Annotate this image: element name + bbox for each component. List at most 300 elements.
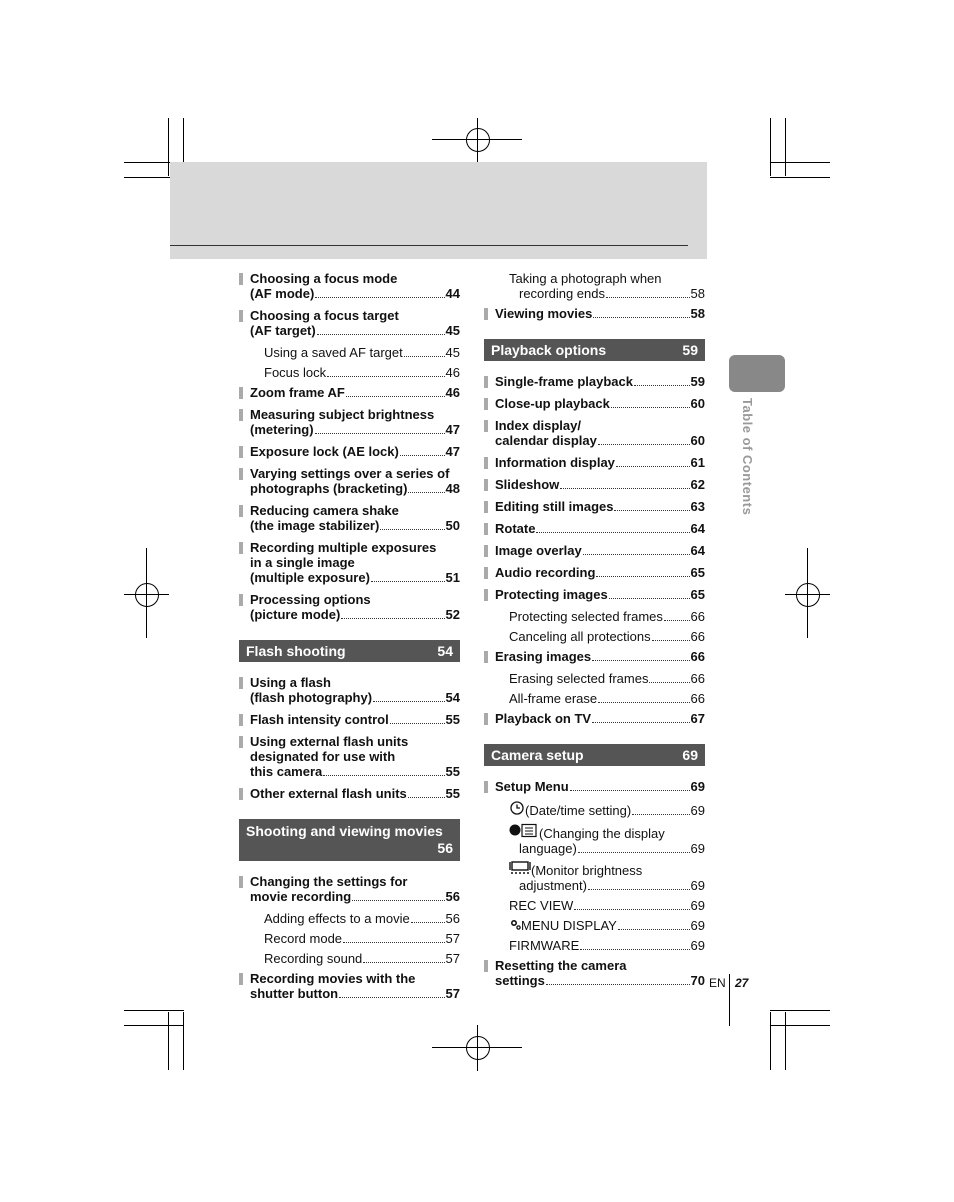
toc-entry-line bbox=[495, 374, 705, 389]
toc-entry-page: 57 bbox=[445, 951, 460, 966]
toc-entry-page: 70 bbox=[690, 973, 705, 988]
toc-entry[interactable] bbox=[239, 385, 460, 400]
toc-entry-page: 69 bbox=[690, 878, 705, 893]
toc-entry[interactable] bbox=[239, 951, 460, 966]
toc-entry-page: 56 bbox=[445, 911, 460, 926]
dot-leader bbox=[598, 444, 690, 445]
toc-entry[interactable] bbox=[239, 540, 460, 585]
toc-entry-line bbox=[250, 607, 460, 622]
toc-entry-line bbox=[250, 749, 460, 764]
toc-entry[interactable] bbox=[239, 675, 460, 705]
dot-leader bbox=[390, 723, 445, 724]
crop-mark bbox=[168, 1012, 169, 1070]
dot-leader bbox=[611, 407, 690, 408]
toc-entry-line bbox=[495, 711, 705, 726]
toc-entry[interactable] bbox=[484, 629, 705, 644]
toc-entry-title: Protecting images bbox=[495, 587, 608, 602]
toc-entry-title: (picture mode) bbox=[250, 607, 341, 622]
dot-leader bbox=[618, 929, 690, 930]
toc-entry-line bbox=[509, 823, 705, 841]
toc-entry-line bbox=[250, 422, 460, 437]
toc-entry-line bbox=[495, 433, 705, 448]
registration-mark bbox=[807, 548, 808, 638]
toc-entry-title: Recording sound bbox=[264, 951, 363, 966]
dot-leader bbox=[323, 775, 444, 776]
dot-leader bbox=[352, 900, 444, 901]
dot-leader bbox=[664, 620, 690, 621]
dot-leader bbox=[649, 682, 689, 683]
toc-entry[interactable] bbox=[239, 786, 460, 801]
toc-entry-line bbox=[495, 396, 705, 411]
dot-leader bbox=[596, 576, 689, 577]
toc-entry-title: Viewing movies bbox=[495, 306, 593, 321]
toc-entry-line bbox=[250, 466, 460, 481]
section-tab bbox=[729, 355, 785, 392]
toc-entry-line bbox=[509, 878, 705, 893]
dot-leader bbox=[315, 297, 444, 298]
toc-entry-title: Information display bbox=[495, 455, 615, 470]
toc-entry-line bbox=[495, 565, 705, 580]
toc-entry-page: 51 bbox=[445, 570, 460, 585]
toc-entry-line bbox=[250, 444, 460, 459]
toc-entry-title: adjustment) bbox=[519, 878, 587, 893]
toc-entry-title: (multiple exposure) bbox=[250, 570, 370, 585]
toc-entry-line bbox=[495, 499, 705, 514]
toc-entry-line bbox=[250, 971, 460, 986]
clock-icon bbox=[509, 801, 525, 818]
toc-entry[interactable] bbox=[484, 543, 705, 558]
toc-entry[interactable] bbox=[484, 587, 705, 602]
toc-entry-line bbox=[509, 609, 705, 624]
toc-entry-title: Single-frame playback bbox=[495, 374, 633, 389]
toc-entry-line bbox=[264, 345, 460, 360]
toc-entry-page: 54 bbox=[445, 690, 460, 705]
toc-entry[interactable] bbox=[484, 958, 705, 988]
toc-entry-line bbox=[250, 786, 460, 801]
toc-entry[interactable] bbox=[239, 365, 460, 380]
toc-entry-title: All-frame erase bbox=[509, 691, 598, 706]
toc-entry-title: (AF mode) bbox=[250, 286, 315, 301]
toc-entry-title: (Date/time setting) bbox=[525, 803, 632, 818]
toc-entry-line bbox=[250, 675, 460, 690]
toc-entry[interactable] bbox=[239, 931, 460, 946]
dot-leader bbox=[404, 356, 445, 357]
toc-entry-page: 59 bbox=[690, 374, 705, 389]
toc-entry-title: Rotate bbox=[495, 521, 536, 536]
dot-leader bbox=[652, 640, 690, 641]
toc-entry-title: Recording movies with the bbox=[250, 971, 416, 986]
footer-lang: EN bbox=[709, 976, 726, 990]
registration-mark bbox=[466, 1036, 490, 1060]
toc-entry-line bbox=[495, 477, 705, 492]
toc-entry-title: Canceling all protections bbox=[509, 629, 651, 644]
toc-entry-title: FIRMWARE bbox=[509, 938, 580, 953]
toc-entry-title: movie recording bbox=[250, 889, 352, 904]
toc-entry-page: 66 bbox=[690, 649, 705, 664]
section-header-flash bbox=[239, 640, 460, 662]
toc-entry[interactable] bbox=[239, 734, 460, 779]
toc-entry-title: Using a flash bbox=[250, 675, 331, 690]
toc-entry-line bbox=[509, 841, 705, 856]
toc-entry-page: 61 bbox=[690, 455, 705, 470]
toc-entry-page: 55 bbox=[445, 786, 460, 801]
header-rule bbox=[170, 245, 688, 246]
dot-leader bbox=[574, 909, 689, 910]
toc-entry[interactable] bbox=[484, 306, 705, 321]
toc-entry-page: 47 bbox=[445, 444, 460, 459]
toc-entry-title: Choosing a focus target bbox=[250, 308, 399, 323]
toc-entry-title: Adding effects to a movie bbox=[264, 911, 410, 926]
toc-entry-page: 69 bbox=[690, 918, 705, 933]
toc-entry[interactable] bbox=[484, 477, 705, 492]
toc-entry-page: 66 bbox=[690, 671, 705, 686]
toc-entry[interactable] bbox=[484, 779, 705, 794]
dot-leader bbox=[583, 554, 690, 555]
toc-entry-line bbox=[509, 801, 705, 818]
toc-entry-title: recording ends bbox=[519, 286, 605, 301]
toc-entry-title: Using a saved AF target bbox=[264, 345, 403, 360]
toc-entry-title: Measuring subject brightness bbox=[250, 407, 435, 422]
toc-entry[interactable] bbox=[239, 874, 460, 904]
toc-entry-title: Image overlay bbox=[495, 543, 582, 558]
toc-entry-page: 69 bbox=[690, 898, 705, 913]
dot-leader bbox=[363, 962, 444, 963]
toc-entry-line bbox=[495, 958, 705, 973]
dot-leader bbox=[560, 488, 689, 489]
toc-entry-line bbox=[250, 555, 460, 570]
toc-entry-title: Reducing camera shake bbox=[250, 503, 399, 518]
dot-leader bbox=[411, 922, 445, 923]
toc-entry[interactable] bbox=[484, 861, 705, 893]
toc-entry-line bbox=[250, 308, 460, 323]
toc-entry-title: Erasing images bbox=[495, 649, 592, 664]
toc-left-column bbox=[239, 271, 460, 1008]
toc-entry-title: Slideshow bbox=[495, 477, 560, 492]
toc-entry-title: Zoom frame AF bbox=[250, 385, 345, 400]
toc-entry[interactable] bbox=[239, 503, 460, 533]
crop-mark bbox=[124, 1025, 184, 1026]
toc-entry[interactable] bbox=[484, 801, 705, 818]
toc-entry[interactable] bbox=[484, 396, 705, 411]
section-page: 54 bbox=[437, 643, 453, 659]
section-header-playback bbox=[484, 339, 705, 361]
toc-entry[interactable] bbox=[484, 418, 705, 448]
toc-entry-title: Flash intensity control bbox=[250, 712, 389, 727]
toc-entry[interactable] bbox=[484, 691, 705, 706]
toc-entry-title: (AF target) bbox=[250, 323, 316, 338]
toc-entry[interactable] bbox=[239, 407, 460, 437]
toc-entry-title: (Changing the display bbox=[539, 826, 665, 841]
toc-entry[interactable] bbox=[484, 609, 705, 624]
toc-entry-title: Exposure lock (AE lock) bbox=[250, 444, 399, 459]
toc-entry[interactable] bbox=[484, 521, 705, 536]
dot-leader bbox=[592, 722, 689, 723]
toc-entry-line bbox=[264, 931, 460, 946]
toc-entry-line bbox=[250, 874, 460, 889]
crop-mark bbox=[770, 1025, 830, 1026]
toc-entry-page: 48 bbox=[445, 481, 460, 496]
crop-mark bbox=[785, 118, 786, 176]
dot-leader bbox=[578, 852, 690, 853]
side-label: Table of Contents bbox=[740, 398, 755, 516]
toc-entry-line bbox=[250, 407, 460, 422]
page-number: 27 bbox=[735, 976, 749, 990]
toc-entry[interactable] bbox=[484, 374, 705, 389]
toc-entry-line bbox=[495, 455, 705, 470]
toc-entry[interactable] bbox=[239, 911, 460, 926]
toc-entry-title: (Monitor brightness bbox=[531, 863, 643, 878]
toc-entry-line bbox=[509, 691, 705, 706]
toc-entry[interactable] bbox=[484, 671, 705, 686]
toc-entry-page: 45 bbox=[445, 323, 460, 338]
toc-entry-title: Editing still images bbox=[495, 499, 614, 514]
toc-entry-page: 69 bbox=[690, 803, 705, 818]
toc-entry-line bbox=[250, 592, 460, 607]
toc-entry-title: Playback on TV bbox=[495, 711, 592, 726]
toc-group bbox=[239, 271, 460, 622]
toc-right-column bbox=[484, 271, 705, 995]
toc-entry-page: 58 bbox=[690, 306, 705, 321]
toc-entry-title: settings bbox=[495, 973, 545, 988]
toc-entry-page: 60 bbox=[690, 433, 705, 448]
toc-entry-page: 64 bbox=[690, 543, 705, 558]
dot-leader bbox=[632, 814, 689, 815]
toc-entry-line bbox=[495, 418, 705, 433]
toc-entry-title: Changing the settings for bbox=[250, 874, 408, 889]
toc-entry-title: shutter button bbox=[250, 986, 339, 1001]
toc-entry-line bbox=[250, 764, 460, 779]
toc-entry-title: calendar display bbox=[495, 433, 597, 448]
toc-group bbox=[484, 779, 705, 988]
toc-entry[interactable] bbox=[484, 271, 705, 301]
toc-entry-title: Taking a photograph when bbox=[509, 271, 662, 286]
toc-entry[interactable] bbox=[239, 271, 460, 301]
dot-leader bbox=[346, 396, 445, 397]
toc-entry[interactable] bbox=[484, 455, 705, 470]
toc-entry-line bbox=[495, 306, 705, 321]
crop-mark bbox=[124, 1010, 184, 1011]
toc-entry-line bbox=[250, 323, 460, 338]
toc-entry-page: 63 bbox=[690, 499, 705, 514]
toc-entry-line bbox=[495, 649, 705, 664]
toc-entry-line bbox=[495, 587, 705, 602]
toc-entry-line bbox=[250, 986, 460, 1001]
toc-entry-title: designated for use with bbox=[250, 749, 396, 764]
registration-mark bbox=[477, 1025, 478, 1071]
toc-entry-page: 69 bbox=[690, 938, 705, 953]
crop-mark bbox=[168, 118, 169, 176]
toc-entry-title: Index display/ bbox=[495, 418, 581, 433]
toc-entry-page: 46 bbox=[445, 385, 460, 400]
toc-group bbox=[484, 374, 705, 726]
toc-entry-line bbox=[250, 385, 460, 400]
toc-entry-page: 65 bbox=[690, 587, 705, 602]
toc-entry-line bbox=[250, 503, 460, 518]
toc-entry-line bbox=[250, 712, 460, 727]
toc-entry-page: 56 bbox=[445, 889, 460, 904]
crop-mark bbox=[785, 1012, 786, 1070]
toc-entry[interactable] bbox=[484, 918, 705, 933]
dot-leader bbox=[400, 455, 445, 456]
toc-entry-title: Audio recording bbox=[495, 565, 596, 580]
toc-entry-line bbox=[250, 481, 460, 496]
section-page: 59 bbox=[682, 342, 698, 358]
toc-entry-page: 66 bbox=[690, 691, 705, 706]
crop-mark bbox=[183, 1012, 184, 1070]
toc-entry-line bbox=[264, 911, 460, 926]
toc-entry-title: photographs (bracketing) bbox=[250, 481, 408, 496]
toc-entry-line bbox=[495, 543, 705, 558]
toc-entry-line bbox=[495, 521, 705, 536]
toc-entry-line bbox=[250, 570, 460, 585]
toc-group bbox=[484, 271, 705, 321]
toc-entry-page: 46 bbox=[445, 365, 460, 380]
toc-entry-title: Focus lock bbox=[264, 365, 327, 380]
toc-entry-line bbox=[509, 898, 705, 913]
toc-entry-line bbox=[250, 889, 460, 904]
toc-entry-title: Using external flash units bbox=[250, 734, 409, 749]
toc-entry-page: 67 bbox=[690, 711, 705, 726]
toc-entry-line bbox=[509, 286, 705, 301]
toc-entry-line bbox=[264, 365, 460, 380]
toc-entry-title: Record mode bbox=[264, 931, 343, 946]
toc-entry[interactable] bbox=[484, 898, 705, 913]
monitor-icon bbox=[509, 861, 531, 878]
toc-entry[interactable] bbox=[484, 499, 705, 514]
toc-entry-title: this camera bbox=[250, 764, 323, 779]
toc-entry-line bbox=[250, 518, 460, 533]
section-page: 56 bbox=[437, 840, 453, 856]
registration-mark bbox=[146, 548, 147, 638]
toc-entry-page: 62 bbox=[690, 477, 705, 492]
crop-mark bbox=[770, 1012, 771, 1070]
registration-mark bbox=[466, 128, 490, 152]
toc-entry-title: language) bbox=[519, 841, 577, 856]
toc-entry-line bbox=[250, 734, 460, 749]
toc-entry-page: 65 bbox=[690, 565, 705, 580]
toc-entry-title: (flash photography) bbox=[250, 690, 373, 705]
toc-entry-line bbox=[509, 938, 705, 953]
dot-leader bbox=[614, 510, 689, 511]
toc-entry-page: 57 bbox=[445, 931, 460, 946]
toc-entry-title: Other external flash units bbox=[250, 786, 407, 801]
dot-leader bbox=[408, 492, 444, 493]
dot-leader bbox=[593, 317, 689, 318]
toc-entry-title: Erasing selected frames bbox=[509, 671, 649, 686]
dot-leader bbox=[609, 598, 690, 599]
toc-entry-line bbox=[509, 671, 705, 686]
toc-entry-line bbox=[250, 271, 460, 286]
toc-entry-title: Processing options bbox=[250, 592, 371, 607]
toc-group bbox=[239, 675, 460, 801]
toc-entry-title: REC VIEW bbox=[509, 898, 574, 913]
toc-entry-page: 69 bbox=[690, 779, 705, 794]
toc-entry[interactable] bbox=[484, 823, 705, 856]
toc-group bbox=[239, 874, 460, 1001]
dot-leader bbox=[546, 984, 690, 985]
toc-entry-page: 52 bbox=[445, 607, 460, 622]
crop-mark bbox=[770, 118, 771, 176]
toc-entry-page: 66 bbox=[690, 629, 705, 644]
toc-entry-title: Setup Menu bbox=[495, 779, 569, 794]
dot-leader bbox=[616, 466, 690, 467]
toc-entry[interactable] bbox=[239, 971, 460, 1001]
toc-entry-page: 60 bbox=[690, 396, 705, 411]
section-header-setup bbox=[484, 744, 705, 766]
toc-entry-page: 44 bbox=[445, 286, 460, 301]
toc-entry-page: 66 bbox=[690, 609, 705, 624]
toc-entry-title: Close-up playback bbox=[495, 396, 610, 411]
toc-entry[interactable] bbox=[484, 649, 705, 664]
toc-entry[interactable] bbox=[484, 565, 705, 580]
crop-mark bbox=[770, 162, 830, 163]
registration-mark bbox=[796, 583, 820, 607]
toc-entry-line bbox=[250, 690, 460, 705]
toc-entry-page: 57 bbox=[445, 986, 460, 1001]
toc-entry-line bbox=[495, 779, 705, 794]
dot-leader bbox=[592, 660, 689, 661]
toc-entry-line bbox=[509, 629, 705, 644]
section-title: Camera setup bbox=[491, 747, 584, 763]
crop-mark bbox=[770, 177, 830, 178]
toc-entry-title: Varying settings over a series of bbox=[250, 466, 450, 481]
toc-entry[interactable] bbox=[484, 938, 705, 953]
toc-entry-title: MENU DISPLAY bbox=[521, 918, 617, 933]
toc-entry-line bbox=[250, 286, 460, 301]
section-header-movies bbox=[239, 819, 460, 861]
toc-entry-title: Choosing a focus mode bbox=[250, 271, 398, 286]
section-page: 69 bbox=[682, 747, 698, 763]
dot-leader bbox=[317, 334, 445, 335]
section-title: Playback options bbox=[491, 342, 607, 358]
toc-entry[interactable] bbox=[484, 711, 705, 726]
toc-entry-line bbox=[509, 271, 705, 286]
toc-entry-line bbox=[495, 973, 705, 988]
registration-mark bbox=[135, 583, 159, 607]
dot-leader bbox=[373, 701, 444, 702]
toc-entry-title: in a single image bbox=[250, 555, 355, 570]
section-title: Flash shooting bbox=[246, 643, 346, 659]
dot-leader bbox=[634, 385, 690, 386]
dot-leader bbox=[339, 997, 444, 998]
toc-entry[interactable] bbox=[239, 444, 460, 459]
section-title: Shooting and viewing movies bbox=[246, 823, 443, 839]
toc-entry-page: 55 bbox=[445, 712, 460, 727]
toc-entry-title: Recording multiple exposures bbox=[250, 540, 437, 555]
dot-leader bbox=[536, 532, 689, 533]
toc-entry[interactable] bbox=[239, 592, 460, 622]
toc-entry[interactable] bbox=[239, 466, 460, 496]
dot-leader bbox=[580, 949, 689, 950]
toc-entry[interactable] bbox=[239, 308, 460, 338]
gear-icon bbox=[509, 918, 521, 933]
toc-entry-page: 55 bbox=[445, 764, 460, 779]
dot-leader bbox=[341, 618, 444, 619]
toc-entry-page: 50 bbox=[445, 518, 460, 533]
toc-entry[interactable] bbox=[239, 712, 460, 727]
dot-leader bbox=[598, 702, 689, 703]
dot-leader bbox=[315, 433, 445, 434]
dot-leader bbox=[343, 942, 444, 943]
crop-mark bbox=[770, 1010, 830, 1011]
toc-entry[interactable] bbox=[239, 345, 460, 360]
toc-entry-line bbox=[264, 951, 460, 966]
toc-entry-title: Protecting selected frames bbox=[509, 609, 663, 624]
toc-entry-line bbox=[509, 861, 705, 878]
language-icon bbox=[509, 823, 539, 841]
registration-mark bbox=[477, 118, 478, 162]
toc-entry-page: 58 bbox=[690, 286, 705, 301]
